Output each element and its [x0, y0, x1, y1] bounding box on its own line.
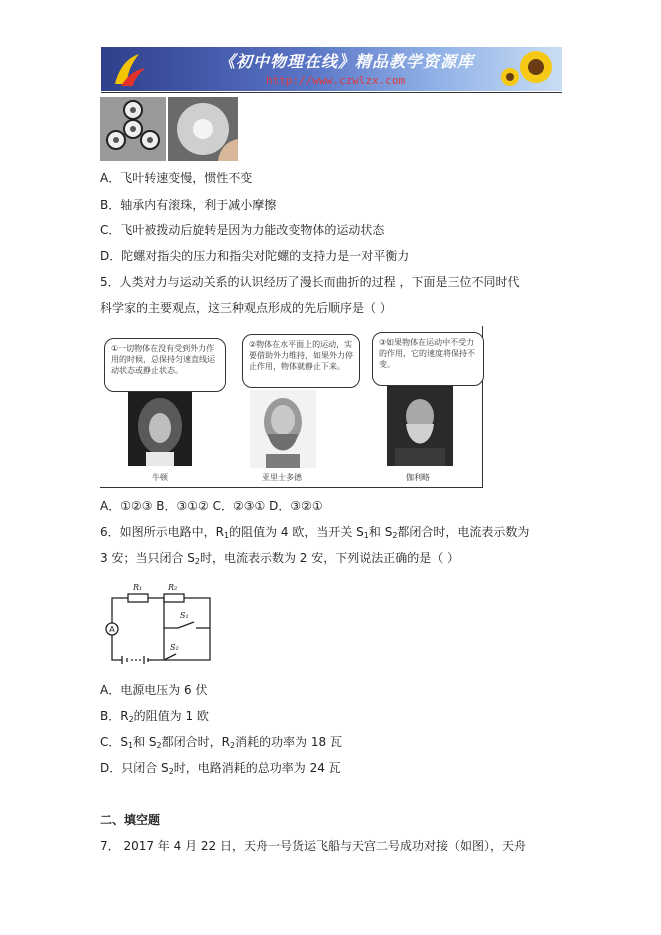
- q5-options: A．①②③ B．③①② C．②③① D．③②①: [100, 499, 323, 513]
- q6-stem-line2: 3 安；当只闭合 $S_2$时，电流表示数为 2 安，下列说法正确的是（ ）: [100, 551, 460, 566]
- bubble-galileo: ③如果物体在运动中不受力的作用，它的速度将保持不变。: [372, 332, 484, 386]
- fidget-spinner-figure: [100, 97, 238, 161]
- r1-label: R₁: [133, 583, 143, 592]
- scientists-figure: [100, 326, 483, 488]
- circuit-diagram: [100, 578, 216, 668]
- q6-option-c: C．$S_1$和 $S_2$都闭合时，$R_2$消耗的功率为 18 瓦: [100, 735, 342, 750]
- resistor-r1: [128, 594, 148, 602]
- r2-label: R₂: [168, 583, 178, 592]
- aristotle-portrait: [250, 390, 316, 468]
- figure-border-bottom: [100, 487, 483, 488]
- resistor-r2: [164, 594, 184, 602]
- logo-icon: [109, 50, 149, 88]
- banner-url[interactable]: http://www.czwlzx.com: [266, 74, 406, 87]
- q6-option-b: B．$R_2$的阻值为 1 欧: [100, 709, 209, 724]
- banner-title: 《初中物理在线》精品教学资源库: [219, 52, 475, 71]
- header-divider: [101, 92, 562, 93]
- newton-portrait: [128, 392, 192, 466]
- caption-galileo: 伽利略: [406, 473, 430, 482]
- q6-stem-line1: 6．如图所示电路中，$R_1$的阻值为 4 欧，当开关 $S_1$和 $S_2$都闭合时，电流表示数为: [100, 525, 530, 540]
- s2-label: S₂: [170, 643, 179, 652]
- s1-label: S₁: [180, 611, 189, 620]
- q6-option-a: A．电源电压为 6 伏: [100, 683, 208, 697]
- q7-stem: 7． 2017 年 4 月 22 日，天舟一号货运飞船与天宫二号成功对接（如图），天舟: [100, 839, 526, 853]
- sunflower-icon: [496, 47, 562, 91]
- q5-stem-line2: 科学家的主要观点，这三种观点形成的先后顺序是（ ）: [100, 301, 392, 315]
- q4-option-d: D．陀螺对指尖的压力和指尖对陀螺的支持力是一对平衡力: [100, 249, 410, 263]
- galileo-portrait: [387, 386, 453, 466]
- header-banner: [101, 47, 562, 91]
- section-heading: 二、填空题: [100, 813, 161, 827]
- q4-option-a: A．飞叶转速变慢，惯性不变: [100, 171, 253, 185]
- q4-option-b: B．轴承内有滚珠，利于减小摩擦: [100, 198, 277, 212]
- bubble-aristotle: ②物体在水平面上的运动，实要借助外力维持，如果外力停止作用，物体就静止下来。: [242, 334, 360, 388]
- bubble-newton: ①一切物体在没有受到外力作用的时候，总保持匀速直线运动状态或静止状态。: [104, 338, 226, 392]
- q5-stem-line1: 5．人类对力与运动关系的认识经历了漫长而曲折的过程 ，下面是三位不同时代: [100, 275, 520, 289]
- q4-option-c: C．飞叶被拨动后旋转是因为力能改变物体的运动状态: [100, 223, 385, 237]
- caption-aristotle: 亚里士多德: [262, 473, 302, 482]
- q6-option-d: D．只闭合 $S_2$时，电路消耗的总功率为 24 瓦: [100, 761, 341, 776]
- caption-newton: 牛顿: [152, 473, 168, 482]
- ammeter-label: A: [109, 625, 115, 634]
